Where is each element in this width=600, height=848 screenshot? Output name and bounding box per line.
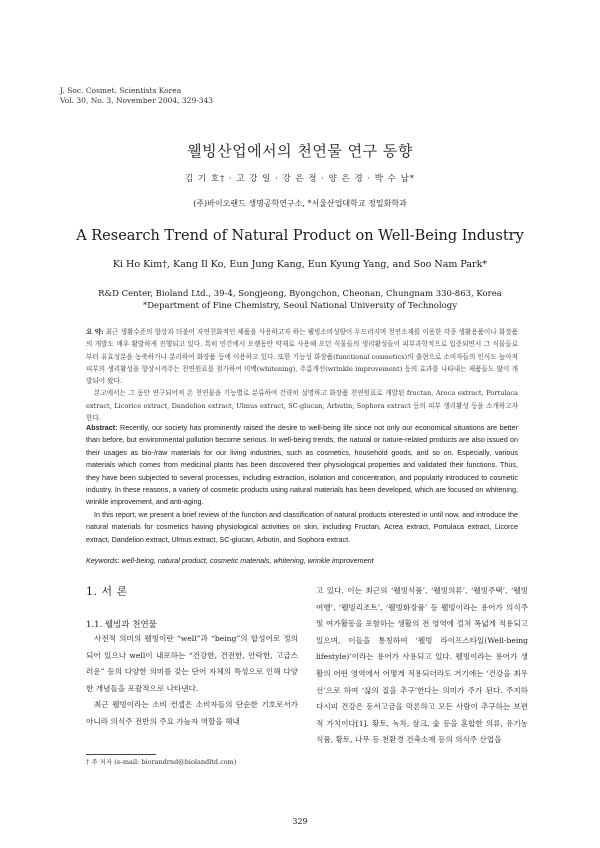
korean-abstract-label: 요 약: [86,328,104,336]
korean-title: 웰빙산업에서의 천연물 연구 동향 [187,142,413,160]
korean-abstract [86,326,518,424]
english-abstract [86,422,518,546]
keywords-label: Keywords: [86,556,120,565]
keywords [86,555,518,566]
body-paragraph-3: 고 있다. 이는 최근의 ‘웰빙식품’, ‘웰빙의류’, ‘웰빙주택’, ‘웰빙여행’, ‘웰빙리조트’, ‘웰빙화장품’ 등 웰빙이라는 용어가 의식주 및 여가활동을 포함하는 생활의 전 영역에 걸쳐 폭넓게 적용되고 있으며, 이들을 통칭하여 ‘웰빙 라이프스타일(Well-being lifestyle)’이라는 용어가 사용되고 있다. 웰빙이라는 용어가 생활의 어떤 영역에서 어떻게 적용되더라도 거기에는 ‘건강을 최우선’으로 하여 ‘삶의 질을 추구’한다는 의미가 주가 된다. 주지하다시피 건강은 동서고금을 막론하고 모든 사람이 추구하는 보편적 가치이다[1]. 황토, 녹차, 삼크, 숯 등을 혼합한 의류, 유기농 식품, 황토, 나무 등 천환경 건축소재 등의 의식주 산업을 [316,586,528,745]
english-abstract-label: Abstract: [86,423,118,432]
body-paragraph-2: 최근 웰빙이라는 소비 컨셉은 소비자들의 단순한 기호로서가 아니라 의식주 전반의 주요 가늠자 역할을 해내 [86,700,298,726]
journal-citation [60,86,213,106]
section-title-introduction: 1. 서 론 [86,585,128,598]
body-column-left [86,583,298,731]
korean-authors: 김 기 호† · 고 강 일 · 강 은 정 · 양 은 경 · 박 수 남* [184,174,416,184]
english-authors: Ki Ho Kim†, Kang Il Ko, Eun Jung Kang, Eun Kyung Yang, and Soo Nam Park* [112,259,488,270]
body-column-right [316,583,528,749]
english-abstract-paragraph-2: In this report, we present a brief review of the function and classification of natural products interested in until now, and introduce the natural materials for cosmetics having physiological activities on skin, including Fructan, Acrea extract, Portulaca extract, Licorce extract, Dandelion extract, Ulmus extract, SC-glucan, Arbutin, and Sophora extract. [86,509,518,544]
affiliation-line-1: R&D Center, Bioland Ltd., 39-4, Songjeong, Byongchon, Cheonan, Chungnam 330-863, Korea [98,289,502,299]
page-number: 329 [292,817,308,826]
english-abstract-paragraph-1: Recently, our society has prominently raised the desire to well-being life since not only our economical situations are better than before, but environmental pollution become serious. In well-being trends, the natural or nature-related products are also issued on their usages as bio-/raw materials for our living industries, such as cosmetics, household goods, and so on. Especially, various materials which comes from medicinal plants has been discovered their physiological properties and validated their functions. Thus, they have been subjected to several processes, including extraction, isolation and concentration, and popularly introduced to cosmetic industry. In these reasons, a variety of cosmetic products using natural materials has been developed, which are focused on whitening, wrinkle improvement, and anti-aging. [86,423,519,507]
english-affiliation [0,288,600,312]
korean-abstract-paragraph-2: 본고에서는 그 동안 연구되어져 온 천연물을 기능별로 분류하여 간략히 설명하고 화장품 천연원료로 개발된 fructan, Areca extract, Portulaca extract, Licorice extract, Dandelion extract, Ulmus extract, SC-glucan, Arbutin, Sophora extract 등의 피부 생리활성 등을 소개하고자 한다. [86,389,518,423]
affiliation-line-2: *Department of Fine Chemistry, Seoul National University of Technology [142,301,457,311]
body-paragraph-1: 사전적 의미의 웰빙이란 “well”과 “being”의 합성어로 정의되어 있으나 well이 내포하는 “건강한, 건전한, 안락한, 고급스러운” 등의 다양한 의미를 갖는 단어 자체의 특성으로 인해 다양한 개념들을 포괄적으로 나타낸다. [86,634,298,693]
korean-affiliation: (주)바이오랜드 생명공학연구소, *서울산업대학교 정밀화학과 [193,199,407,208]
footnote-corresponding-author: † 주 저자 (e-mail: biorandrnd@biolandltd.com) [86,758,237,766]
korean-abstract-paragraph-1: 최근 생활수준의 향상과 더불어 자연친화적인 제품을 사용하고자 하는 웰빙소비성향이 두드러지며 천연소재를 이용한 각종 생활용품이나 화장품의 개발도 매우 활발하게 진행되고 있다. 특히 민간에서 오랫동안 약재로 사용해 오던 식물들의 생리활성들이 피부과학적으로 입증되면서 그 식물들로부터 유효성분을 농축하거나 분리하여 화장품 등에 이용하고 있다. 또한 기능성 화장품(functional cosmetics)의 출현으로 소비자들의 인식도 높아져 피부의 생리활성을 향상시켜주는 천연원료를 첨가하여 미백(whitening), 주름개선(wrinkle improvement) 등의 효과를 나타내는 제품들도 많이 개발되어 왔다. [86,328,518,386]
journal-name: J. Soc. Cosmet. Scientists Korea [60,86,182,95]
journal-volume: Vol. 30, No. 3, November 2004, 329-343 [60,96,214,105]
footnote-divider [86,754,156,755]
english-title: A Research Trend of Natural Product on Well-Being Industry [76,228,524,244]
keywords-text: well-being, natural product, cosmetic materials, whitening, wrinkle improvement [121,556,374,565]
subsection-title-wellbeing: 1.1. 웰빙과 천연물 [86,620,157,630]
